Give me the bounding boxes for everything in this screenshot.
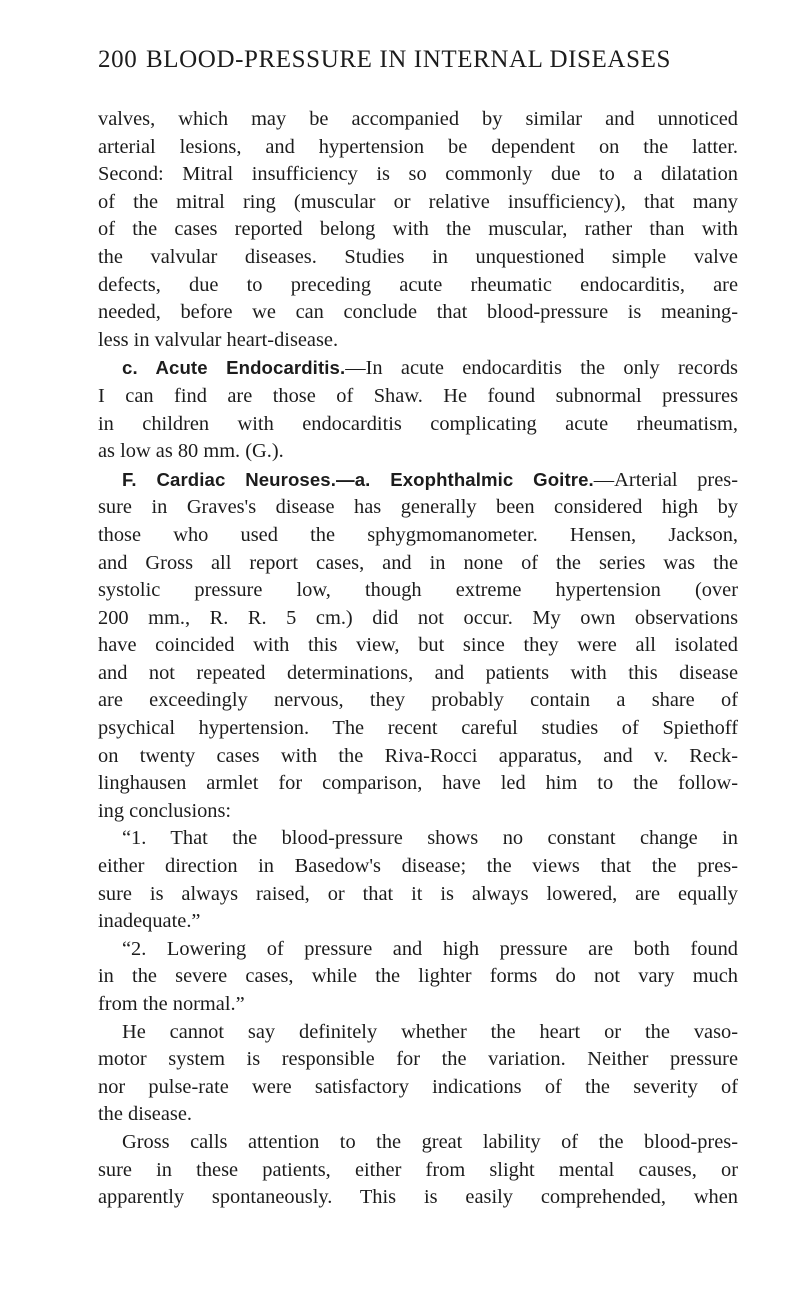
text-line: sure is always raised, or that it is always lowered, are equally — [98, 882, 738, 905]
paragraph — [98, 466, 738, 826]
text-line: inadequate.” — [98, 910, 201, 933]
text-line: on twenty cases with the Riva-Rocci apparatus, and v. Reck- — [98, 744, 738, 767]
text-line: and Gross all report cases, and in none of the series was the — [98, 551, 738, 574]
paragraph — [98, 1129, 738, 1212]
text-line: the valvular diseases. Studies in unquestioned simple valve — [98, 245, 738, 268]
paragraph — [98, 1019, 738, 1129]
section-heading: F. Cardiac Neuroses.—a. Exophthalmic Goitre. — [122, 468, 594, 490]
text-line: arterial lesions, and hypertension be dependent on the latter. — [98, 135, 738, 158]
text-line — [98, 466, 738, 495]
text-line: in the severe cases, while the lighter forms do not vary much — [98, 965, 738, 988]
text-line: the disease. — [98, 1103, 192, 1126]
text-line: defects, due to preceding acute rheumatic endocarditis, are — [98, 273, 738, 296]
text-line: and not repeated determinations, and patients with this disease — [98, 661, 738, 684]
text-line: linghausen armlet for comparison, have led him to the follow- — [98, 772, 738, 795]
quotation — [98, 936, 738, 1019]
text-line: either direction in Basedow's disease; the views that the pres- — [98, 855, 738, 878]
quotation — [98, 825, 738, 935]
text-line: I can find are those of Shaw. He found subnormal pressures — [98, 384, 738, 407]
text-line: as low as 80 mm. (G.). — [98, 440, 284, 463]
text-line: Gross calls attention to the great lability of the blood-pres- — [122, 1130, 738, 1153]
text-line: 200 mm., R. R. 5 cm.) did not occur. My own observations — [98, 606, 738, 629]
text-line: of the mitral ring (muscular or relative insufficiency), that many — [98, 190, 738, 213]
text-line: valves, which may be accompanied by similar and unnoticed — [98, 108, 738, 130]
text-line: from the normal.” — [98, 993, 245, 1015]
text-line: sure in Graves's disease has generally been considered high by — [98, 496, 738, 519]
text-line: ing conclusions: — [98, 799, 232, 822]
page-body — [98, 106, 738, 1212]
text-line: “2. Lowering of pressure and high pressure are both found — [122, 937, 738, 960]
paragraph — [98, 354, 738, 465]
text-line: sure in these patients, either from slight mental causes, or — [98, 1158, 738, 1181]
text-line: He cannot say definitely whether the heart or the vaso- — [122, 1020, 738, 1043]
text-run: —In acute endocarditis the only records — [345, 357, 738, 380]
page-header — [98, 46, 738, 80]
text-line: Second: Mitral insufficiency is so commonly due to a dilatation — [98, 163, 738, 186]
text-line: apparently spontaneously. This is easily comprehended, when — [98, 1186, 738, 1209]
text-line: have coincided with this view, but since they were all isolated — [98, 634, 738, 657]
text-line — [98, 354, 738, 383]
text-line: are exceedingly nervous, they probably contain a share of — [98, 689, 738, 712]
page-number: 200 — [98, 46, 138, 73]
text-run: —Arterial pres- — [593, 468, 738, 491]
text-line: “1. That the blood-pressure shows no constant change in — [122, 827, 738, 850]
text-line: motor system is responsible for the variation. Neither pressure — [98, 1048, 738, 1071]
text-line: less in valvular heart-disease. — [98, 328, 339, 351]
paragraph — [98, 106, 738, 354]
section-heading: c. Acute Endocarditis. — [122, 357, 346, 379]
text-line: systolic pressure low, though extreme hypertension (over — [98, 579, 738, 602]
running-title: BLOOD-PRESSURE IN INTERNAL DISEASES — [146, 46, 671, 73]
text-line: needed, before we can conclude that blood-pressure is meaning- — [98, 301, 738, 324]
text-line: those who used the sphygmomanometer. Hensen, Jackson, — [98, 523, 738, 546]
text-line: of the cases reported belong with the muscular, rather than with — [98, 218, 738, 241]
text-line: in children with endocarditis complicating acute rheumatism, — [98, 412, 738, 435]
text-line: psychical hypertension. The recent careful studies of Spiethoff — [98, 717, 738, 740]
text-line: nor pulse-rate were satisfactory indications of the severity of — [98, 1075, 738, 1098]
